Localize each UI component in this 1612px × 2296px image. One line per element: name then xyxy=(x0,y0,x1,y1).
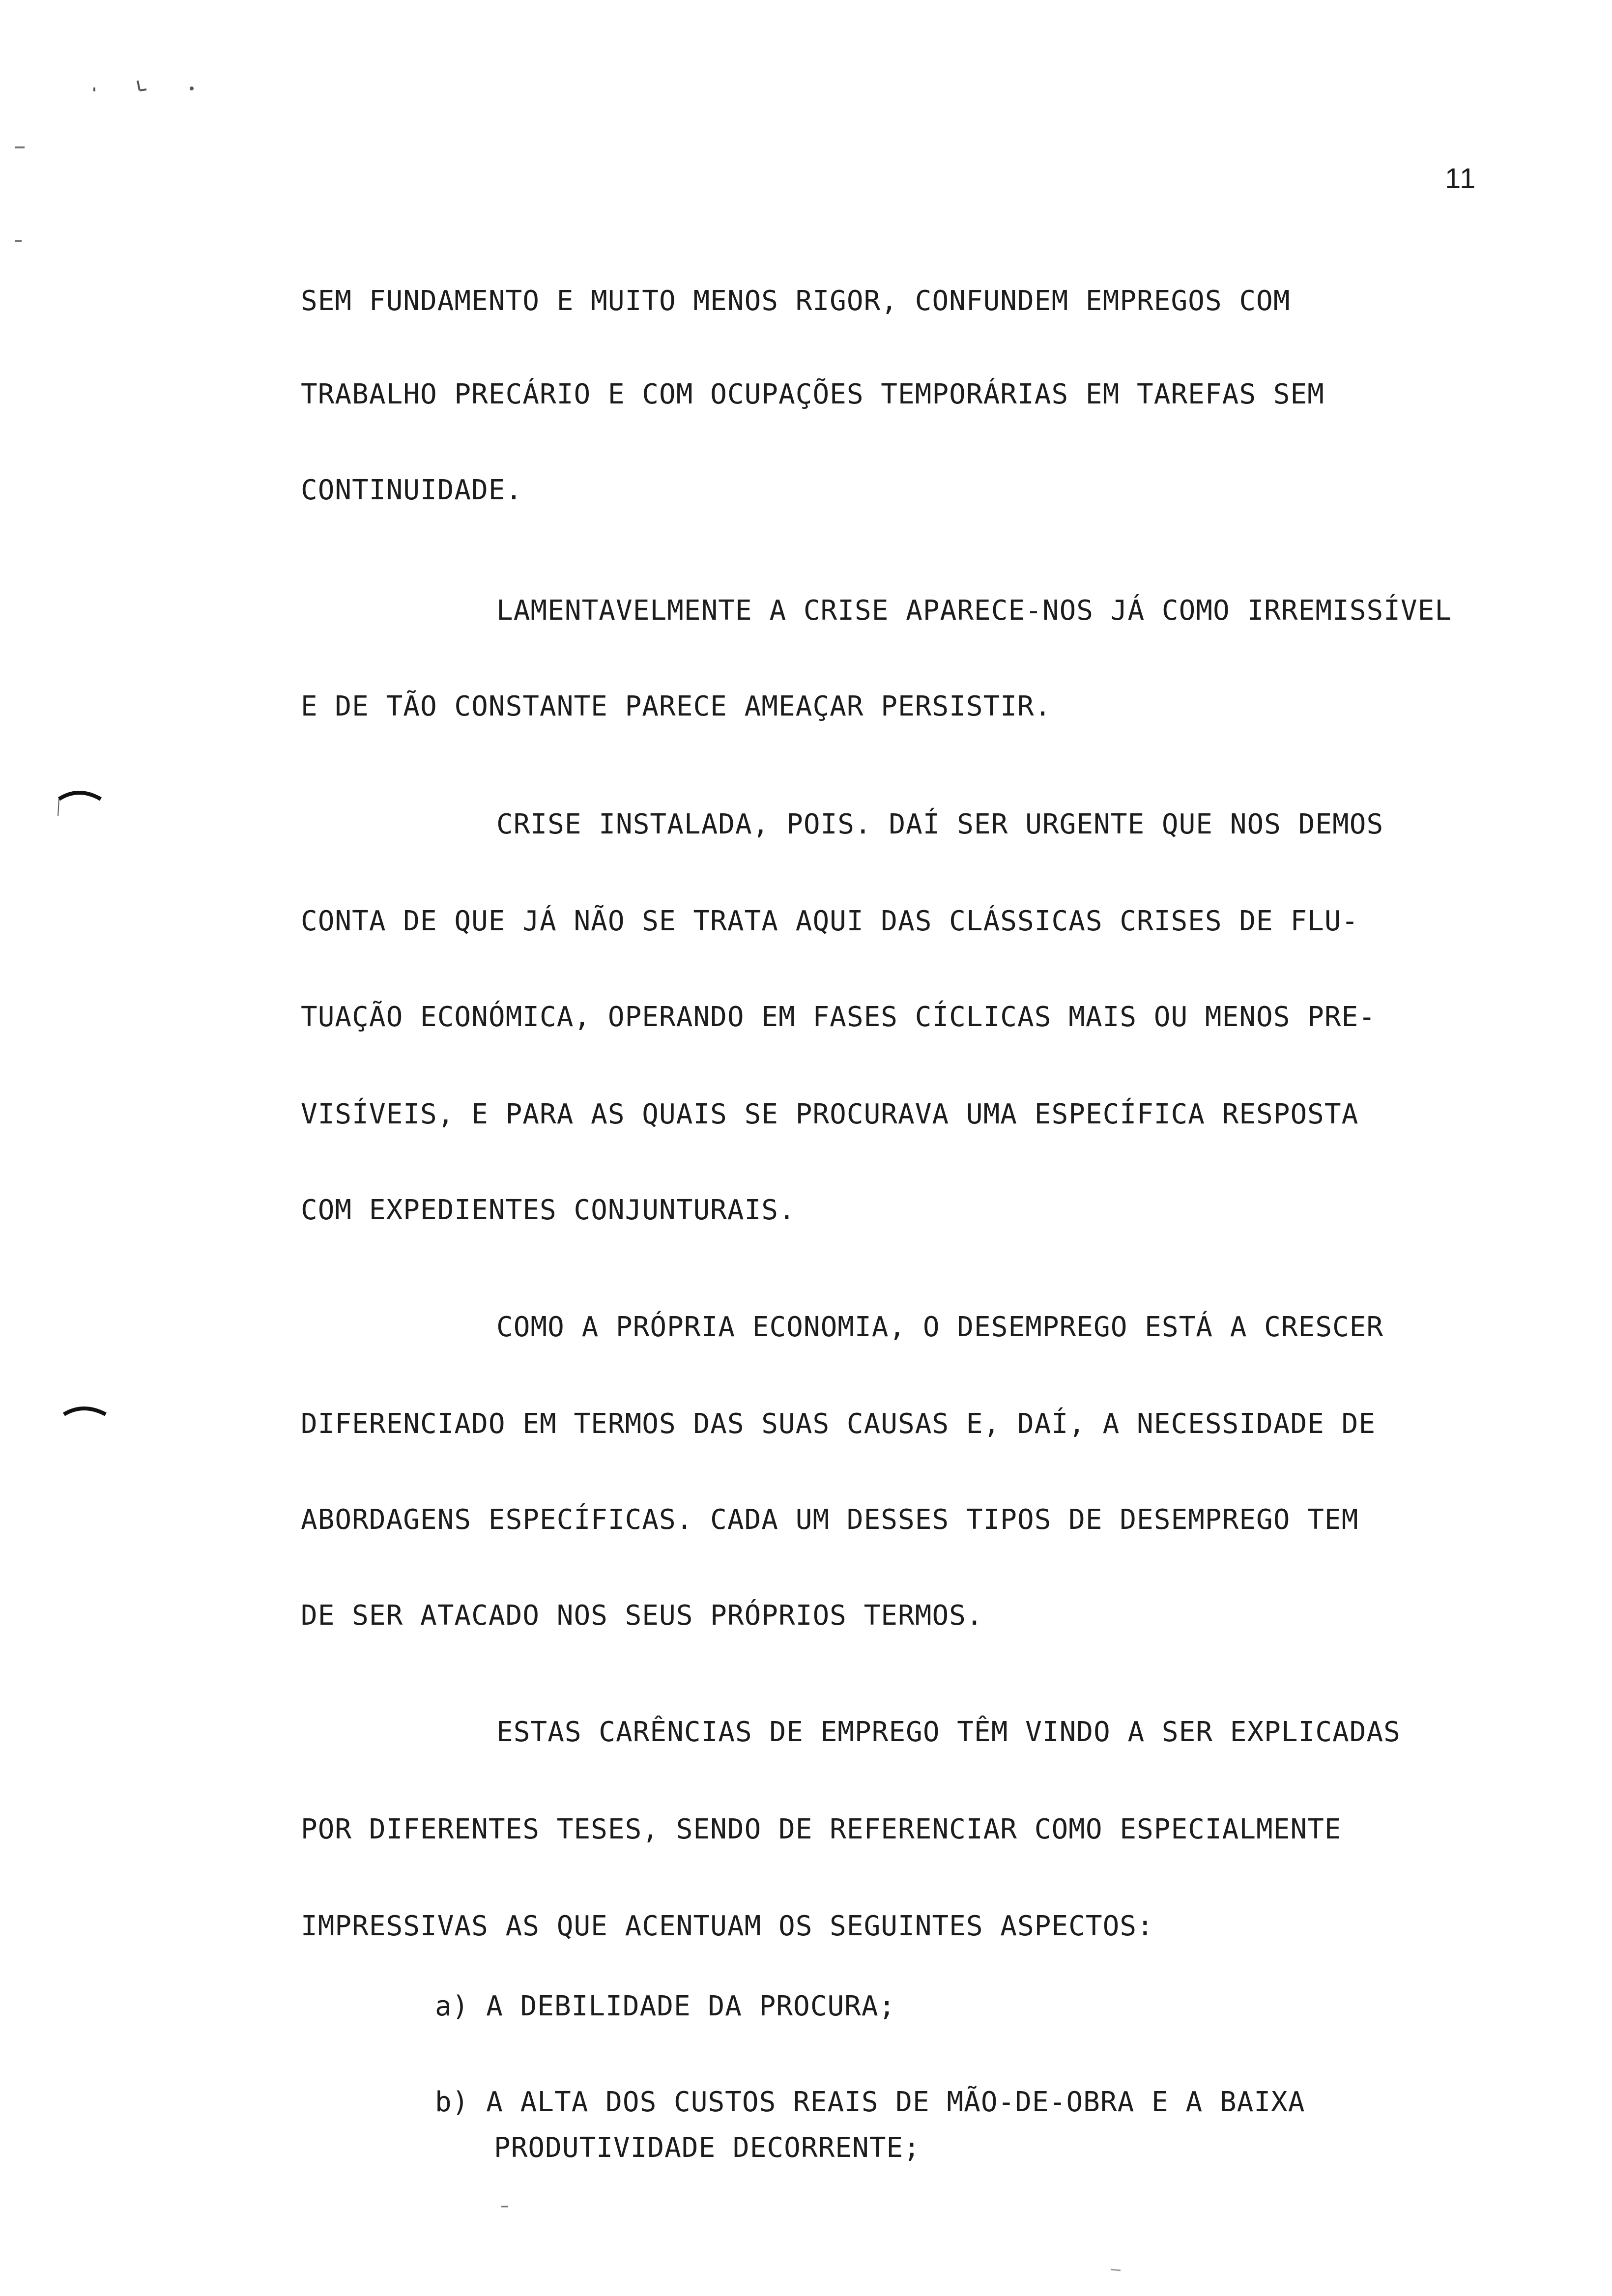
binding-hole-mark-lower xyxy=(59,1396,113,1425)
text-line: DIFERENCIADO EM TERMOS DAS SUAS CAUSAS E, DAÍ, A NECESSIDADE DE xyxy=(301,1408,1376,1440)
binding-hole-mark-upper xyxy=(54,781,108,826)
page-number: 11 xyxy=(1445,163,1477,195)
text-line: LAMENTAVELMENTE A CRISE APARECE-NOS JÁ COMO IRREMISSÍVEL xyxy=(496,595,1452,627)
text-line: SEM FUNDAMENTO E MUITO MENOS RIGOR, CONFUNDEM EMPREGOS COM xyxy=(301,285,1291,317)
text-line: E DE TÃO CONSTANTE PARECE AMEAÇAR PERSISTIR. xyxy=(301,690,1052,722)
list-item-a: a) A DEBILIDADE DA PROCURA; xyxy=(435,1990,896,2022)
text-line: ABORDAGENS ESPECÍFICAS. CADA UM DESSES TIPOS DE DESEMPREGO TEM xyxy=(301,1504,1359,1536)
text-line: POR DIFERENTES TESES, SENDO DE REFERENCIAR COMO ESPECIALMENTE xyxy=(301,1813,1342,1845)
text-line: COM EXPEDIENTES CONJUNTURAIS. xyxy=(301,1194,796,1226)
text-line: CRISE INSTALADA, POIS. DAÍ SER URGENTE QUE NOS DEMOS xyxy=(496,808,1384,840)
list-item-b-continuation: PRODUTIVIDADE DECORRENTE; xyxy=(494,2132,921,2164)
text-line: TUAÇÃO ECONÓMICA, OPERANDO EM FASES CÍCLICAS MAIS OU MENOS PRE- xyxy=(301,1001,1376,1033)
text-line: COMO A PRÓPRIA ECONOMIA, O DESEMPREGO ESTÁ A CRESCER xyxy=(496,1311,1384,1343)
text-line: ESTAS CARÊNCIAS DE EMPREGO TÊM VINDO A SER EXPLICADAS xyxy=(496,1716,1401,1748)
scan-margin-ticks xyxy=(5,143,34,256)
text-line: CONTINUIDADE. xyxy=(301,474,523,506)
text-line: CONTA DE QUE JÁ NÃO SE TRATA AQUI DAS CLÁSSICAS CRISES DE FLU- xyxy=(301,905,1359,937)
scan-speck-marks xyxy=(88,69,206,98)
text-line: DE SER ATACADO NOS SEUS PRÓPRIOS TERMOS. xyxy=(301,1600,983,1632)
text-line: VISÍVEIS, E PARA AS QUAIS SE PROCURAVA UMA ESPECÍFICA RESPOSTA xyxy=(301,1098,1359,1130)
text-line: IMPRESSIVAS AS QUE ACENTUAM OS SEGUINTES ASPECTOS: xyxy=(301,1910,1154,1942)
scan-speck-mark xyxy=(1101,2261,1140,2280)
scan-speck-mark xyxy=(491,2197,521,2216)
list-item-b: b) A ALTA DOS CUSTOS REAIS DE MÃO-DE-OBRA E A BAIXA xyxy=(435,2086,1305,2118)
text-line: TRABALHO PRECÁRIO E COM OCUPAÇÕES TEMPORÁRIAS EM TAREFAS SEM xyxy=(301,378,1324,410)
